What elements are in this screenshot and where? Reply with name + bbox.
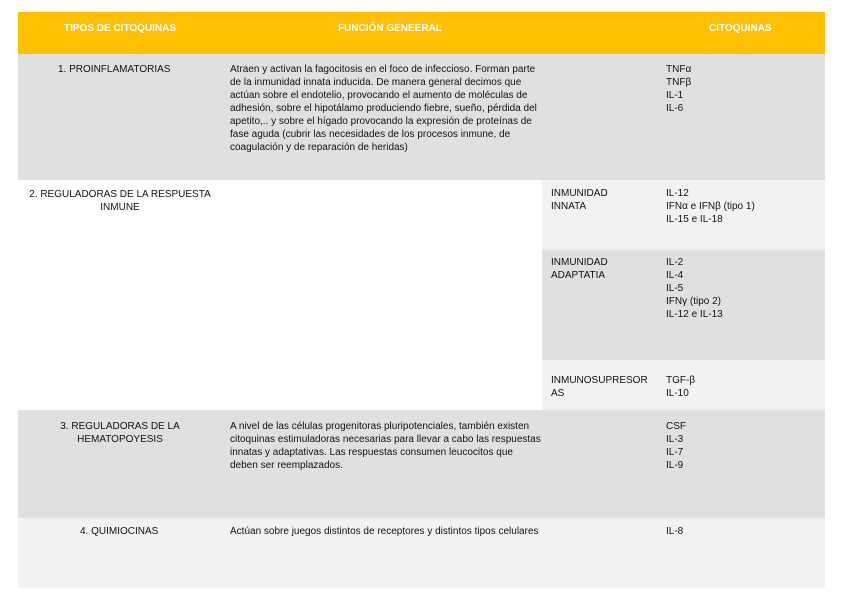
header-funcion: FUNCIÓN GENEERAL bbox=[338, 23, 442, 34]
cytokine-item: IL-3 bbox=[666, 434, 684, 445]
header-tipos: TIPOS DE CITOQUINAS bbox=[64, 23, 177, 34]
row-reguladoras-bg bbox=[18, 180, 542, 410]
cytokines-quimiocinas bbox=[666, 525, 816, 538]
cytokine-item: IFNα e IFNβ (tipo 1) bbox=[666, 201, 755, 212]
function-proinflamatorias: Atraen y activan la fagocitosis en el foco de infeccioso. Forman parte de la inmunidad innata inducida. De manera general decimos que actúan sobre el endotelio, provocando el aumento de moléculas de adhesión, sobre el hipotálamo produciendo fiebre, sueño, pérdida del apetito,.. y sobre el hígado provocando la expresión de proteínas de fase aguda (cubrir las necesidades de los procesos inmune, de coagulación y de reparación de heridas) bbox=[230, 64, 537, 153]
cytokine-item: IL-8 bbox=[666, 526, 684, 537]
row-quimiocinas bbox=[18, 518, 825, 588]
header-citoquinas: CITOQUINAS bbox=[709, 23, 772, 34]
cytokine-item: IL-12 e IL-13 bbox=[666, 309, 723, 320]
cytokine-item: IL-12 bbox=[666, 188, 689, 199]
cytokine-item: IL-4 bbox=[666, 270, 684, 281]
cytokine-item: CSF bbox=[666, 421, 686, 432]
label-innata bbox=[551, 187, 651, 213]
type-hematopoyesis-line1: 3. REGULADORAS DE LA bbox=[60, 421, 180, 432]
cytokine-item: TNFα bbox=[666, 64, 692, 75]
function-quimiocinas: Actúan sobre juegos distintos de receptores y distintos tipos celulares bbox=[230, 526, 539, 537]
cytokine-item: IFNγ (tipo 2) bbox=[666, 296, 722, 307]
type-proinflamatorias: 1. PROINFLAMATORIAS bbox=[58, 64, 171, 75]
table-header bbox=[18, 12, 825, 54]
cytokines-hematopoyesis bbox=[666, 420, 816, 472]
label-adaptativa-line1: INMUNIDAD bbox=[551, 257, 608, 268]
label-supresoras bbox=[551, 374, 651, 400]
row-reguladoras bbox=[18, 180, 825, 410]
cytokine-item: IL-1 bbox=[666, 90, 684, 101]
cytokine-item: IL-2 bbox=[666, 257, 684, 268]
cytokine-item: IL-15 e IL-18 bbox=[666, 214, 723, 225]
type-quimiocinas: 4. QUIMIOCINAS bbox=[80, 526, 159, 537]
cytokines-proinflamatorias bbox=[666, 63, 816, 115]
cytokine-item: TNFβ bbox=[666, 77, 692, 88]
cytokine-item: IL-10 bbox=[666, 388, 689, 399]
function-hematopoyesis: A nivel de las células progenitoras pluripotenciales, también existen citoquinas estimuladoras necesarias para llevar a cabo las respuestas innatas y adaptativas. Las respuestas consumen leucocitos que deben ser reemplazados. bbox=[230, 421, 541, 471]
label-innata-line1: INMUNIDAD bbox=[551, 188, 608, 199]
cytokines-supresoras bbox=[666, 374, 816, 400]
cytokine-item: IL-7 bbox=[666, 447, 684, 458]
cytokine-item: IL-5 bbox=[666, 283, 684, 294]
label-adaptativa bbox=[551, 256, 651, 282]
label-innata-line2: INNATA bbox=[551, 201, 587, 212]
label-adaptativa-line2: ADAPTATIA bbox=[551, 270, 606, 281]
label-supresoras-line1: INMUNOSUPRESOR bbox=[551, 375, 648, 386]
row-hematopoyesis bbox=[18, 410, 825, 518]
type-hematopoyesis bbox=[20, 420, 220, 446]
cytokine-item: TGF-β bbox=[666, 375, 696, 386]
type-reguladoras-line2: INMUNE bbox=[100, 202, 140, 213]
cytokines-innata bbox=[666, 187, 816, 226]
type-hematopoyesis-line2: HEMATOPOYESIS bbox=[77, 434, 163, 445]
type-reguladoras bbox=[20, 188, 220, 214]
label-supresoras-line2: AS bbox=[551, 388, 565, 399]
cytokines-adaptativa bbox=[666, 256, 816, 321]
row-proinflamatorias bbox=[18, 54, 825, 180]
type-reguladoras-line1: 2. REGULADORAS DE LA RESPUESTA bbox=[29, 189, 211, 200]
cytokine-item: IL-6 bbox=[666, 103, 684, 114]
cytokine-item: IL-9 bbox=[666, 460, 684, 471]
cytokine-table bbox=[18, 12, 825, 588]
